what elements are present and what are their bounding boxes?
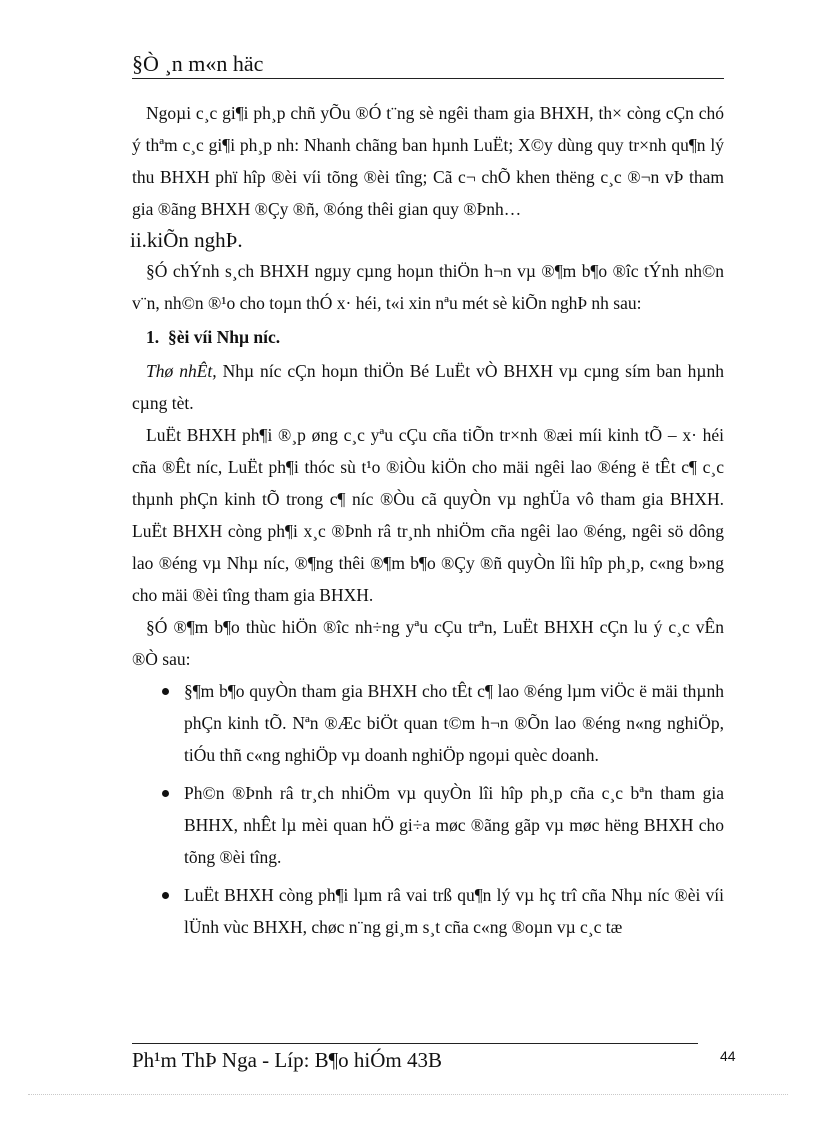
header-divider: [132, 78, 724, 79]
subsection-number: 1.: [146, 327, 160, 347]
subsection-title: §èi víi Nhµ níc.: [168, 327, 281, 347]
page-header-title: §Ò ¸n m«n häc: [132, 51, 264, 76]
document-body: [132, 97, 724, 949]
list-item: [184, 879, 724, 943]
page-boundary-line: [28, 1094, 788, 1095]
footer-divider: [132, 1043, 698, 1044]
section-heading: ii.kiÕn nghÞ.: [130, 228, 243, 252]
paragraph-1: Ngoµi c¸c gi¶i ph¸p chñ yÕu ®Ó t¨ng sè ngêi tham gia BHXH, th× còng cÇn chó ý thªm c¸c gi¶i ph¸p nh: Nhanh chãng ban hµnh LuËt; X©y dùng quy tr×nh qu¶n lý thu BHXH phï hîp ®èi víi tõng ®èi tîng; Cã c¬ chÕ khen thëng c¸c ®¬n vÞ tham gia ®ãng BHXH ®Çy ®ñ, ®óng thêi gian quy ®Þnh…: [132, 103, 724, 219]
paragraph-3-text: Nhµ níc cÇn hoµn thiÖn Bé LuËt vÒ BHXH vµ cµng sím ban hµnh cµng tèt.: [132, 361, 724, 413]
list-item: [184, 675, 724, 771]
paragraph-3: [132, 355, 724, 419]
paragraph-3-lead: Thø nhÊt,: [146, 361, 217, 381]
footer-author: Ph¹m ThÞ Nga - Líp: B¶o hiÓm 43B: [132, 1048, 443, 1072]
subsection-heading: [146, 321, 724, 353]
bullet-icon: [162, 688, 169, 695]
list-item-text: Ph©n ®Þnh râ tr¸ch nhiÖm vµ quyÒn lîi hîp ph¸p cña c¸c bªn tham gia BHHX, nhÊt lµ mèi quan hÖ gi÷a møc ®ãng gãp vµ møc hëng BHXH cho tõng ®èi tîng.: [184, 783, 724, 867]
list-item-text: LuËt BHXH còng ph¶i lµm râ vai trß qu¶n lý vµ hç trî cña Nhµ níc ®èi víi lÜnh vùc BHXH, chøc n¨ng gi¸m s¸t cña c«ng ®oµn vµ c¸c tæ: [184, 885, 724, 937]
page-number: 44: [720, 1048, 736, 1064]
paragraph-4: LuËt BHXH ph¶i ®¸p øng c¸c yªu cÇu cña tiÕn tr×nh ®æi míi kinh tÕ – x· héi cña ®Êt níc, LuËt ph¶i thóc sù t¹o ®iÒu kiÖn cho mäi ngêi lao ®éng ë tÊt c¶ c¸c thµnh phÇn kinh tÕ trong c¶ níc ®Òu cã quyÒn vµ nghÜa vô tham gia BHXH. LuËt BHXH còng ph¶i x¸c ®Þnh râ tr¸nh nhiÖm cña ngêi lao ®éng, ngêi sö dông lao ®éng vµ Nhµ níc, ®¶ng thêi ®¶m b¶o ®Çy ®ñ quyÒn lîi hîp ph¸p, c«ng b»ng cho mäi ®èi tîng tham gia BHXH.: [132, 425, 724, 605]
list-item: [184, 777, 724, 873]
bullet-icon: [162, 790, 169, 797]
paragraph-5: §Ó ®¶m b¶o thùc hiÖn ®îc nh÷ng yªu cÇu trªn, LuËt BHXH cÇn lu ý c¸c vÊn ®Ò sau:: [132, 617, 724, 669]
paragraph-2: §Ó chÝnh s¸ch BHXH ngµy cµng hoµn thiÖn h¬n vµ ®¶m b¶o ®îc tÝnh nh©n v¨n, nh©n ®¹o cho toµn thÓ x· héi, t«i xin nªu mét sè kiÕn nghÞ nh sau:: [132, 261, 724, 313]
bullet-list: [132, 675, 724, 943]
list-item-text: §¶m b¶o quyÒn tham gia BHXH cho tÊt c¶ lao ®éng lµm viÖc ë mäi thµnh phÇn kinh tÕ. Nªn ®Æc biÖt quan t©m h¬n ®Õn lao ®éng n«ng nghiÖp, tiÓu thñ c«ng nghiÖp vµ doanh nghiÖp ngoµi quèc doanh.: [184, 681, 724, 765]
bullet-icon: [162, 892, 169, 899]
